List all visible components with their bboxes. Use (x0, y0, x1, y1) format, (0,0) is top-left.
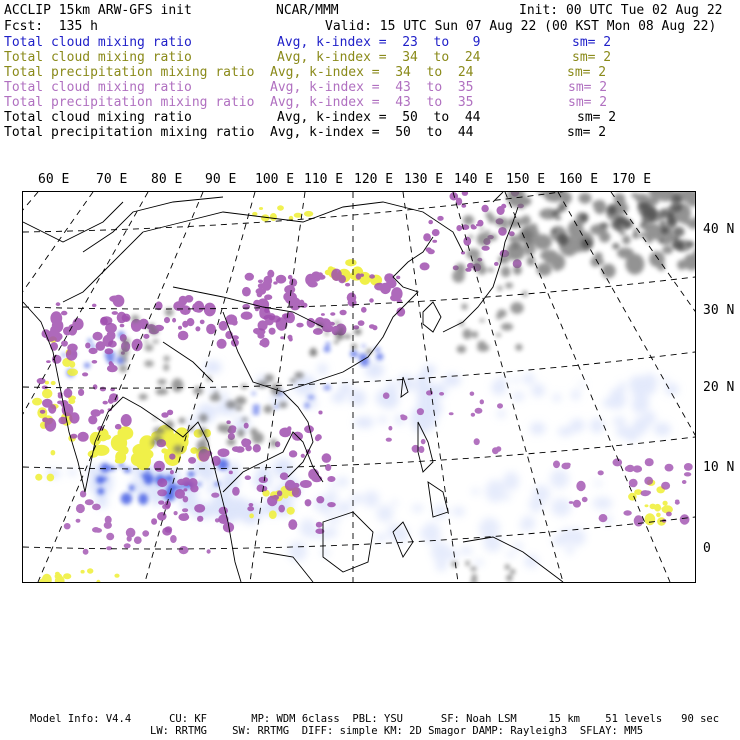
longitude-label: 120 E (354, 172, 394, 187)
field-name: Total cloud mixing ratio (4, 50, 192, 65)
coastline (163, 342, 213, 382)
forecast-hour: Fcst: 135 h (4, 19, 98, 34)
longitude-label: 100 E (255, 172, 295, 187)
field-smoothing: sm= 2 (572, 50, 612, 65)
init-time: Init: 00 UTC Tue 02 Aug 22 (519, 3, 723, 18)
longitude-line (23, 192, 93, 582)
field-smoothing: sm= 2 (567, 65, 607, 80)
field-name: Total precipitation mixing ratio (4, 95, 255, 110)
coastline (423, 302, 441, 332)
field-k-index: Avg, k-index = 50 to 44 (277, 110, 481, 125)
coastline (23, 302, 141, 492)
longitude-label: 140 E (454, 172, 494, 187)
map-canvas (23, 192, 695, 582)
field-name: Total cloud mixing ratio (4, 35, 192, 50)
field-smoothing: sm= 2 (572, 35, 612, 50)
longitude-label: 170 E (612, 172, 652, 187)
center-label: NCAR/MMM (276, 3, 339, 18)
mid-cloud-area (39, 568, 120, 582)
field-name: Total cloud mixing ratio (4, 110, 192, 125)
low-cloud-area (492, 373, 679, 441)
longitude-label: 150 E (506, 172, 546, 187)
latitude-label: 10 N (703, 460, 735, 475)
field-smoothing: sm= 2 (568, 80, 608, 95)
field-k-index: Avg, k-index = 43 to 35 (270, 95, 474, 110)
latitude-line (23, 277, 695, 309)
low-cloud-area (288, 469, 612, 571)
coastline (143, 202, 463, 252)
longitude-label: 60 E (38, 172, 70, 187)
field-name: Total precipitation mixing ratio (4, 65, 255, 80)
field-smoothing: sm= 2 (577, 110, 617, 125)
coastline (63, 232, 143, 302)
top-cloud-area (452, 212, 536, 354)
coastline (283, 237, 433, 392)
field-k-index: Avg, k-index = 23 to 9 (277, 35, 481, 50)
field-k-index: Avg, k-index = 50 to 44 (270, 125, 474, 140)
latitude-label: 30 N (703, 303, 735, 318)
coastline (83, 197, 223, 252)
physics-info: LW: RRTMG SW: RRTMG DIFF: simple KM: 2D Smagor DAMP: Rayleigh3 SFLAY: MM5 (150, 725, 644, 737)
field-k-index: Avg, k-index = 43 to 35 (270, 80, 474, 95)
longitude-label: 70 E (96, 172, 128, 187)
model-info: Model Info: V4.4 CU: KF MP: WDM 6class PBL: YSU SF: Noah LSM 15 km 51 levels 90 sec (30, 713, 720, 725)
field-k-index: Avg, k-index = 34 to 24 (270, 65, 474, 80)
latitude-label: 0 (703, 541, 711, 556)
field-name: Total precipitation mixing ratio (4, 125, 255, 140)
longitude-label: 130 E (404, 172, 444, 187)
model-title: ACCLIP 15km ARW-GFS init (4, 3, 192, 18)
longitude-label: 110 E (304, 172, 344, 187)
upper-cloud-area (37, 302, 132, 442)
longitude-label: 90 E (205, 172, 237, 187)
field-smoothing: sm= 2 (568, 95, 608, 110)
field-smoothing: sm= 2 (567, 125, 607, 140)
coastline (493, 192, 503, 202)
coastline (23, 202, 123, 242)
latitude-line (23, 517, 695, 549)
upper-cloud-area (553, 458, 693, 526)
valid-time: Valid: 15 UTC Sun 07 Aug 22 (00 KST Mon 08 Aug 22) (325, 19, 717, 34)
field-k-index: Avg, k-index = 34 to 24 (277, 50, 481, 65)
longitude-line (145, 192, 255, 582)
latitude-label: 20 N (703, 380, 735, 395)
map-panel (22, 191, 696, 583)
latitude-label: 40 N (703, 222, 735, 237)
longitude-label: 160 E (559, 172, 599, 187)
field-name: Total cloud mixing ratio (4, 80, 192, 95)
longitude-label: 80 E (151, 172, 183, 187)
